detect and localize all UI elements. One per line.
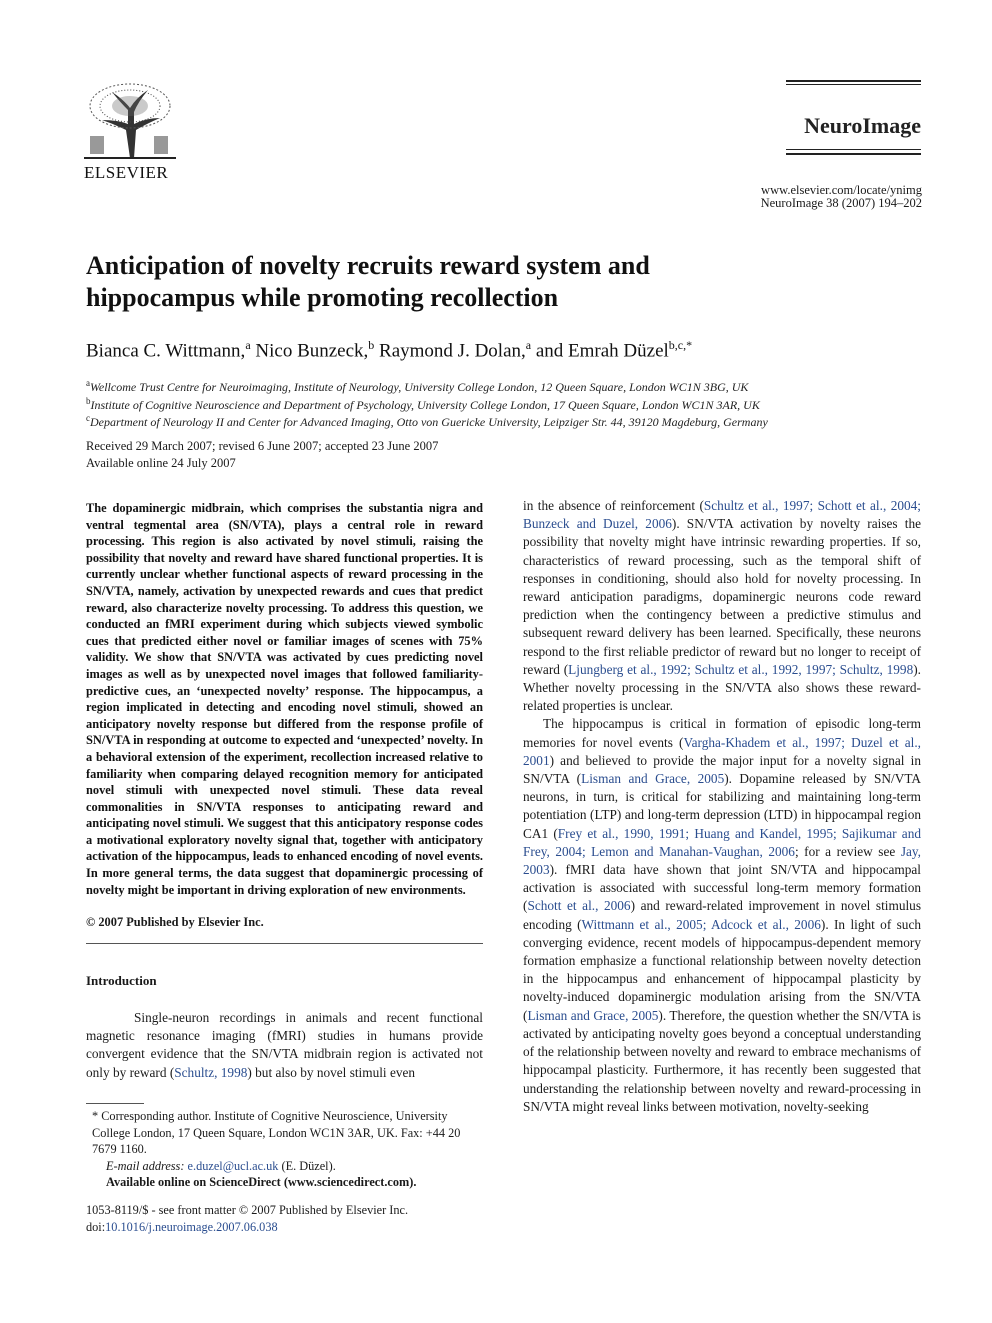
footnote-divider <box>86 1103 144 1104</box>
author-name: Nico Bunzeck, <box>255 340 369 362</box>
citation-link[interactable]: Lisman and Grace, 2005 <box>581 771 725 787</box>
section-heading: Introduction <box>86 973 157 988</box>
citation-link[interactable]: Schott et al., 2006 <box>527 898 631 914</box>
received-dates: Received 29 March 2007; revised 6 June 2007; accepted 23 June 2007 <box>86 439 439 453</box>
header-rule <box>786 153 921 155</box>
email-link[interactable]: e.duzel@ucl.ac.uk <box>187 1158 279 1173</box>
article-title: Anticipation of novelty recruits reward system and hippocampus while promoting recollection <box>86 251 650 312</box>
journal-url[interactable]: www.elsevier.com/locate/ynimg <box>761 183 922 197</box>
author-name: Raymond J. Dolan, <box>379 340 526 362</box>
publisher-name: ELSEVIER <box>84 163 169 182</box>
affiliation: $^b$Institute of Cognitive Neuroscience and Department of Psychology, University College London, 17 Queen Square, London WC1N 3AR, UK <box>86 396 760 412</box>
citation-link[interactable]: Vargha-Khadem et al., 1997; Duzel et al., 2001 <box>523 734 921 768</box>
footnote <box>86 1108 483 1191</box>
author-affiliation-mark: b,c,* <box>668 338 693 352</box>
abstract-divider <box>86 943 483 944</box>
copyright: © 2007 Published by Elsevier Inc. <box>86 915 264 929</box>
header-rule <box>786 80 921 82</box>
citation-link[interactable]: Wittmann et al., 2005; Adcock et al., 2006 <box>581 916 821 932</box>
citation-link[interactable]: Ljungberg et al., 1992; Schultz et al., 1992, 1997; Schultz, 1998 <box>568 661 914 677</box>
citation-link[interactable]: Jay, 2003 <box>523 843 921 878</box>
available-online-date: Available online 24 July 2007 <box>86 456 236 470</box>
journal-name: NeuroImage <box>804 113 921 138</box>
author-affiliation-mark: a <box>525 338 532 352</box>
author-affiliation-mark: b <box>368 338 375 352</box>
header-rule <box>786 84 921 85</box>
body-paragraph: The hippocampus is critical in formation of episodic long-term memories for novel events (Vargha-Khadem et al., 1997; Duzel et al., 2001) and believed to provide the major input for a novelty signal in SN/VTA (Lisman and Grace, 2005). Dopamine released by SN/VTA neurons, in turn, is critical for stabilizing and maintaining long-term potentiation (LTP) and long-term depression (LTD) in hippocampal region CA1 (Frey et al., 1990, 1991; Huang and Kandel, 1995; Sajikumar and Frey, 2004; Lemon and Manahan-Vaughan, 2006; for a review see Jay, 2003). fMRI data have shown that joint SN/VTA and hippocampal activation is associated with successful long-term memory formation (Schott et al., 2006) and reward-related improvement in novel stimulus encoding (Wittmann et al., 2005; Adcock et al., 2006). In light of such converging evidence, recent models of hippocampus-dependent memory formation emphasize a functional relationship between novelty detection in the hippocampus and enhancement of hippocampal plasticity by novelty-induced dopaminergic modulation arising from the SN/VTA (Lisman and Grace, 2005). Therefore, the question whether the SN/VTA is activated by anticipating novelty goes beyond a conceptual understanding of the relationship between novelty and reward to embrace mechanisms of hippocampal plasticity. Furthermore, it has recently been suggested that understanding the relationship between novelty and reward-processing in SN/VTA might reveal links between motivation, novelty-seeking <box>523 716 922 1114</box>
citation-link[interactable]: Lisman and Grace, 2005 <box>527 1007 659 1023</box>
author-name: Bianca C. Wittmann, <box>86 340 246 362</box>
header-rule <box>786 149 921 150</box>
corresponding-author-note: * Corresponding author. Institute of Cognitive Neuroscience, University College London, 17 Queen Square, London WC1N 3AR, UK. Fax: +44 20 7679 1160. <box>92 1109 461 1157</box>
author-name: and Emrah Düzel <box>535 340 669 362</box>
issn-line: 1053-8119/$ - see front matter © 2007 Published by Elsevier Inc. <box>86 1203 409 1217</box>
body-column-right <box>523 497 921 1116</box>
affiliation: $^a$Wellcome Trust Centre for Neuroimaging, Institute of Neurology, University College London, 12 Queen Square, London WC1N 3BG, UK <box>86 378 749 394</box>
email-line: E-mail address: e.duzel@ucl.ac.uk (E. Düzel). <box>106 1158 336 1173</box>
citation-link[interactable]: Schultz, 1998 <box>174 1064 248 1080</box>
affiliation: $^c$Department of Neurology II and Center for Advanced Imaging, Otto von Guericke University, Leipziger Str. 44, 39120 Magdeburg, Germany <box>86 413 768 429</box>
sciencedirect-note: Available online on ScienceDirect (www.sciencedirect.com). <box>106 1175 417 1190</box>
author-affiliation-mark: a <box>245 338 251 352</box>
citation-link[interactable]: Frey et al., 1990, 1991; Huang and Kandel, 1995; Sajikumar and Frey, 2004; Lemon and Manahan-Vaughan, 2006 <box>523 825 921 859</box>
intro-paragraph: Single-neuron recordings in animals and recent functional magnetic resonance imaging (fMRI) studies in humans provide convergent evidence that the SN/VTA midbrain region is activated not only by reward (Schultz, 1998) but also by novel stimuli even <box>86 1010 483 1080</box>
author-list <box>86 338 906 362</box>
body-paragraph: in the absence of reinforcement (Schultz et al., 1997; Schott et al., 2004; Bunzeck and Duzel, 2006). SN/VTA activation by novelty raises the possibility that novelty might have intrinsic rewarding properties. If so, characteristics of reward processing, such as the temporal shift of responses in conditioning, should also hold for novelty processing. In reward anticipation paradigms, dopaminergic neurons code reward prediction when the contingency between a predictive stimulus and subsequent reward delivery has been learned. Specifically, these neurons respond to the first reliable predictor of reward but no longer to receipt of reward (Ljungberg et al., 1992; Schultz et al., 1992, 1997; Schultz, 1998). Whether novelty processing in the SN/VTA also shows these reward-related properties is unclear. <box>523 498 921 714</box>
journal-citation: NeuroImage 38 (2007) 194–202 <box>760 196 922 210</box>
abstract: The dopaminergic midbrain, which comprises the substantia nigra and ventral tegmental area (SN/VTA), plays a central role in reward processing. This region is also activated by novel stimuli, raising the possibility that novelty and reward have shared functional properties. It is currently unclear whether functional aspects of reward processing in the SN/VTA, namely, activation by unexpected rewards and cues that predict reward, also characterize novelty processing. To address this question, we conducted an fMRI experiment during which subjects viewed symbolic cues that predicted either novel or familiar images of scenes with 75% validity. We show that SN/VTA was activated by cues predicting novel images as well as by unexpected novel images that followed familiarity-predictive cues, an ‘unexpected novelty’ response. The hippocampus, a region implicated in detecting and encoding novel stimuli, showed an anticipatory novelty response but differed from the response profile of SN/VTA in responding at outcome to expected and ‘unexpected’ novelty. In a behavioral extension of the experiment, recollection increased relative to familiarity when comparing delayed recognition memory for anticipated novel stimuli with unexpected novel stimuli. These data reveal commonalities in SN/VTA responses to anticipating reward and anticipating novel stimuli. We suggest that this anticipatory response codes a motivational exploratory novelty signal that, together with anticipatory activation of the hippocampus, leads to enhanced encoding of novel events. In more general terms, the data suggest that dopaminergic processing of novelty might be important in driving exploration of new environments. <box>86 501 483 897</box>
doi-link[interactable]: 10.1016/j.neuroimage.2007.06.038 <box>105 1220 278 1234</box>
doi-line: doi:10.1016/j.neuroimage.2007.06.038 <box>86 1220 278 1234</box>
citation-link[interactable]: Schultz et al., 1997; Schott et al., 2004; Bunzeck and Duzel, 2006 <box>523 498 921 532</box>
